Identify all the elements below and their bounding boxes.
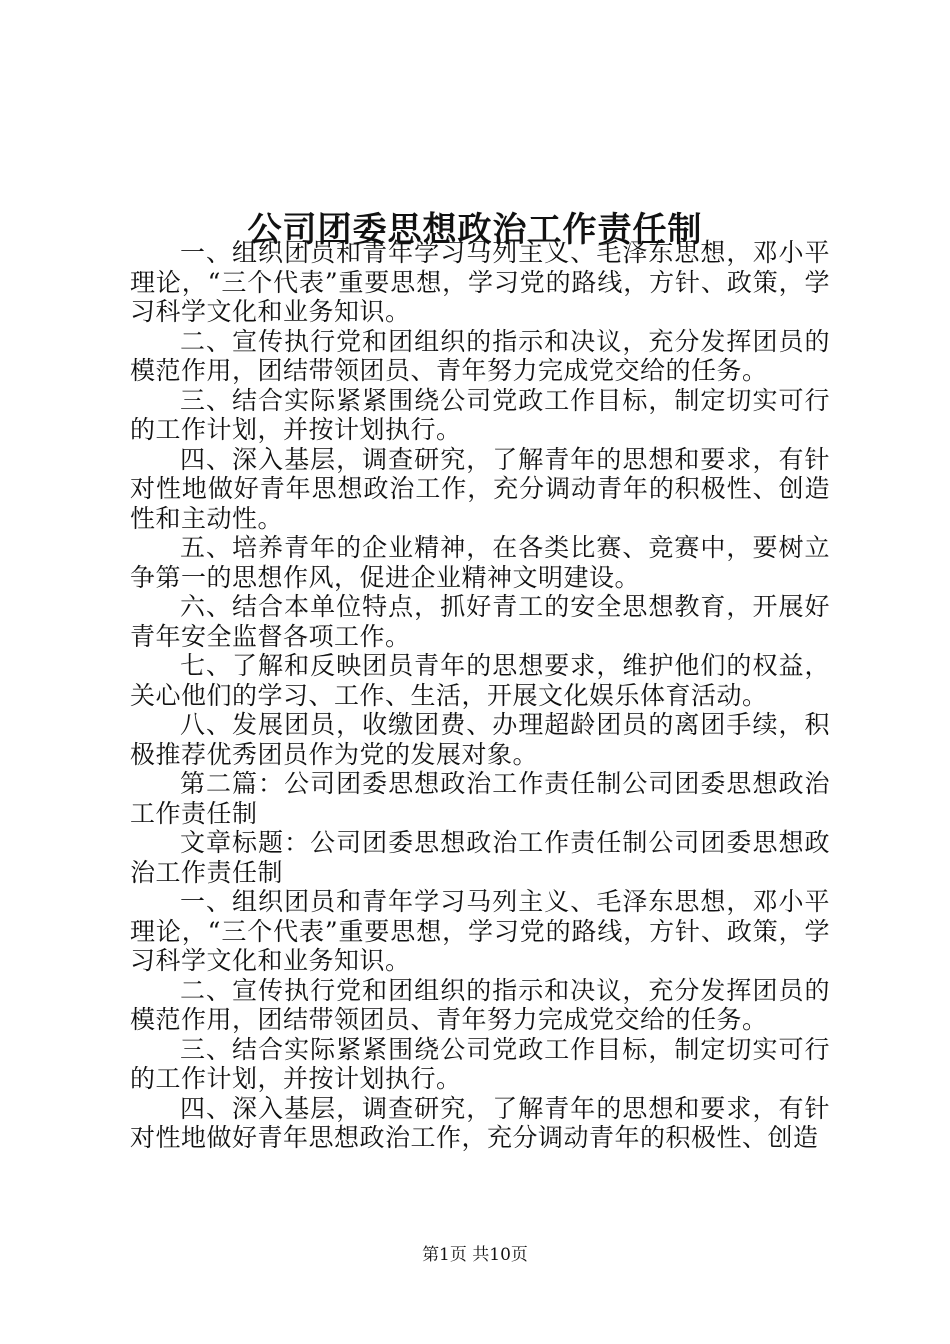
article-title-line: 文章标题：公司团委思想政治工作责任制公司团委思想政治工作责任制 bbox=[130, 828, 830, 887]
document-body bbox=[130, 238, 830, 1153]
paragraph: 七、了解和反映团员青年的思想要求，维护他们的权益，关心他们的学习、工作、生活，开展文化娱乐体育活动。 bbox=[130, 651, 830, 710]
paragraph: 一、组织团员和青年学习马列主义、毛泽东思想，邓小平理论，“三个代表”重要思想，学习党的路线，方针、政策，学习科学文化和业务知识。 bbox=[130, 887, 830, 975]
paragraph: 八、发展团员，收缴团费、办理超龄团员的离团手续，积极推荐优秀团员作为党的发展对象。 bbox=[130, 710, 830, 769]
paragraph: 四、深入基层，调查研究，了解青年的思想和要求，有针对性地做好青年思想政治工作，充分调动青年的积极性、创造性和主动性。 bbox=[130, 444, 830, 533]
paragraph: 六、结合本单位特点，抓好青工的安全思想教育，开展好青年安全监督各项工作。 bbox=[130, 592, 830, 651]
paragraph: 二、宣传执行党和团组织的指示和决议，充分发挥团员的模范作用，团结带领团员、青年努力完成党交给的任务。 bbox=[130, 975, 830, 1034]
section-heading: 第二篇：公司团委思想政治工作责任制公司团委思想政治工作责任制 bbox=[130, 769, 830, 828]
paragraph: 二、宣传执行党和团组织的指示和决议，充分发挥团员的模范作用，团结带领团员、青年努力完成党交给的任务。 bbox=[130, 326, 830, 385]
paragraph: 三、结合实际紧紧围绕公司党政工作目标，制定切实可行的工作计划，并按计划执行。 bbox=[130, 1034, 830, 1093]
paragraph: 五、培养青年的企业精神，在各类比赛、竞赛中，要树立争第一的思想作风，促进企业精神文明建设。 bbox=[130, 533, 830, 592]
paragraph: 三、结合实际紧紧围绕公司党政工作目标，制定切实可行的工作计划，并按计划执行。 bbox=[130, 385, 830, 444]
page-footer: 第1页 共10页 bbox=[422, 1245, 528, 1265]
paragraph: 四、深入基层，调查研究，了解青年的思想和要求，有针对性地做好青年思想政治工作，充分调动青年的积极性、创造 bbox=[130, 1093, 830, 1152]
document-title: 公司团委思想政治工作责任制 bbox=[247, 209, 703, 250]
paragraph: 一、组织团员和青年学习马列主义、毛泽东思想，邓小平理论，“三个代表”重要思想，学习党的路线，方针、政策，学习科学文化和业务知识。 bbox=[130, 238, 830, 326]
